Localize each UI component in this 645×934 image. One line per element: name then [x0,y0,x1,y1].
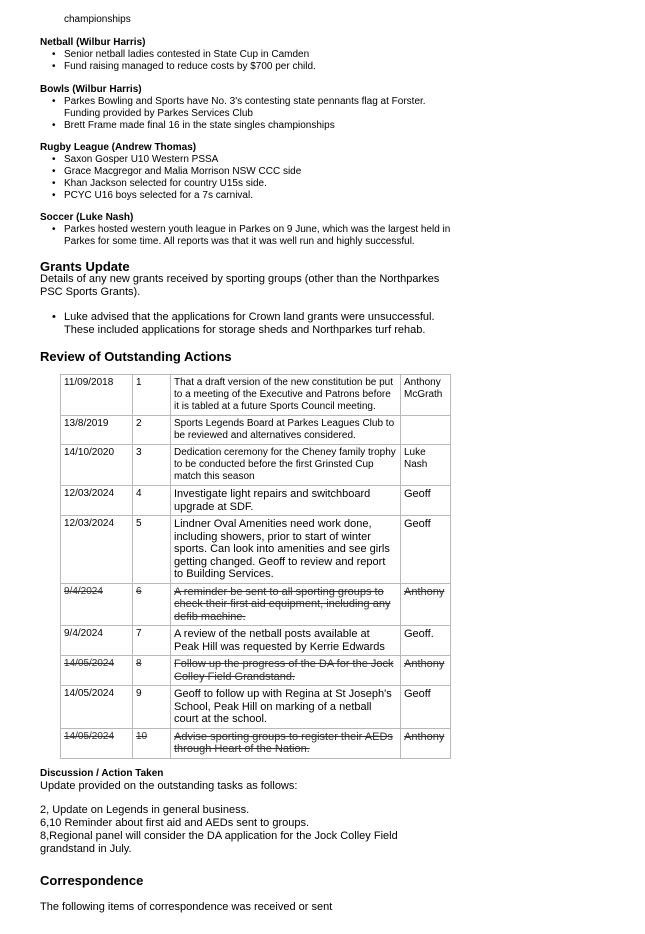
description-cell: A review of the netball posts available at Peak Hill was requested by Kerrie Edwards [171,626,401,656]
grants-title: Grants Update [40,259,130,274]
table-row [61,375,451,416]
list-item: • Senior netball ladies contested in State Cup in Camden [40,49,460,61]
table-row [61,656,451,686]
table-row [61,445,451,486]
list-item: • Khan Jackson selected for country U15s side. [40,178,460,190]
description-cell: A reminder be sent to all sporting groups to check their first aid equipment, including any defib machine. [171,583,401,626]
responsible-cell: Geoff [401,486,451,516]
correspondence-title: Correspondence [40,873,144,888]
description-cell: Dedication ceremony for the Cheney family trophy to be conducted before the first Grinsted Cup match this season [171,445,401,486]
number-cell: 3 [133,445,171,486]
rugby-section [40,142,460,202]
table-row [61,486,451,516]
soccer-section [40,212,460,248]
responsible-cell [401,416,451,445]
list-item: • Parkes Bowling and Sports have No. 3's contesting state pennants flag at Forster. Funding provided by Parkes Services Club [40,96,460,120]
section-heading: Bowls (Wilbur Harris) [40,84,142,95]
date-cell: 9/4/2024 [61,583,133,626]
list-item: • Fund raising managed to reduce costs by $700 per child. [40,61,460,73]
bullet-list [40,49,460,73]
list-item: • Parkes hosted western youth league in Parkes on 9 June, which was the largest held in Parkes for some time. All reports was that it was well run and highly successful. [40,224,460,248]
section-heading: Soccer (Luke Nash) [40,212,134,223]
responsible-cell: Geoff [401,516,451,584]
date-cell: 14/05/2024 [61,656,133,686]
discussion-heading: Discussion / Action Taken [40,768,164,779]
description-cell: Follow up the progress of the DA for the Jock Colley Field Grandstand. [171,656,401,686]
section-heading: Netball (Wilbur Harris) [40,37,146,48]
responsible-cell: Anthony [401,728,451,758]
responsible-cell: Geoff [401,686,451,729]
table-row [61,728,451,758]
responsible-cell: Anthony McGrath [401,375,451,416]
list-item: • Brett Frame made final 16 in the state singles championships [40,120,460,132]
number-cell: 9 [133,686,171,729]
review-title: Review of Outstanding Actions [40,349,232,364]
number-cell: 8 [133,656,171,686]
responsible-cell: Luke Nash [401,445,451,486]
date-cell: 9/4/2024 [61,626,133,656]
correspondence-intro: The following items of correspondence was received or sent [40,901,333,913]
date-cell: 12/03/2024 [61,486,133,516]
date-cell: 14/05/2024 [61,686,133,729]
responsible-cell: Anthony [401,583,451,626]
responsible-cell: Geoff. [401,626,451,656]
discussion-line: 6,10 Reminder about first aid and AEDs sent to groups. [40,817,310,829]
number-cell: 10 [133,728,171,758]
table-row [61,583,451,626]
number-cell: 2 [133,416,171,445]
list-item: • Saxon Gosper U10 Western PSSA [40,154,460,166]
netball-section [40,37,460,73]
actions-table [60,374,451,759]
list-item: • Grace Macgregor and Malia Morrison NSW CCC side [40,166,460,178]
date-cell: 11/09/2018 [61,375,133,416]
description-cell: That a draft version of the new constitution be put to a meeting of the Executive and Patrons before it is tabled at a future Sports Council meeting. [171,375,401,416]
bullet-list [40,154,460,202]
description-cell: Investigate light repairs and switchboard upgrade at SDF. [171,486,401,516]
actions-table-body [61,375,451,759]
discussion-intro: Update provided on the outstanding tasks as follows: [40,780,298,792]
date-cell: 13/8/2019 [61,416,133,445]
date-cell: 14/05/2024 [61,728,133,758]
bowls-section [40,84,460,132]
bullet-list [40,96,460,132]
discussion-line: 8,Regional panel will consider the DA application for the Jock Colley Field grandstand in July. [40,830,398,855]
table-row [61,686,451,729]
list-item: • Luke advised that the applications for Crown land grants were unsuccessful. These included applications for storage sheds and Northparkes turf rehab. [40,311,450,337]
number-cell: 4 [133,486,171,516]
list-item: • PCYC U16 boys selected for a 7s carnival. [40,190,460,202]
grants-list [40,311,450,337]
description-cell: Advise sporting groups to register their AEDs through Heart of the Nation. [171,728,401,758]
table-row [61,516,451,584]
description-cell: Sports Legends Board at Parkes Leagues Club to be reviewed and alternatives considered. [171,416,401,445]
date-cell: 12/03/2024 [61,516,133,584]
number-cell: 6 [133,583,171,626]
discussion-line: 2, Update on Legends in general business. [40,804,250,816]
description-cell: Geoff to follow up with Regina at St Joseph's School, Peak Hill on marking of a netball court at the school. [171,686,401,729]
date-cell: 14/10/2020 [61,445,133,486]
grants-intro: Details of any new grants received by sporting groups (other than the Northparkes PSC Sports Grants). [40,273,440,298]
table-row [61,626,451,656]
number-cell: 1 [133,375,171,416]
description-cell: Lindner Oval Amenities need work done, including showers, prior to start of winter sports. Can look into amenities and see girls getting changed. Geoff to review and report to Building Services. [171,516,401,584]
number-cell: 7 [133,626,171,656]
section-heading: Rugby League (Andrew Thomas) [40,142,197,153]
table-row [61,416,451,445]
responsible-cell: Anthony [401,656,451,686]
bullet-list [40,224,460,248]
number-cell: 5 [133,516,171,584]
continued-text: championships [64,14,131,25]
